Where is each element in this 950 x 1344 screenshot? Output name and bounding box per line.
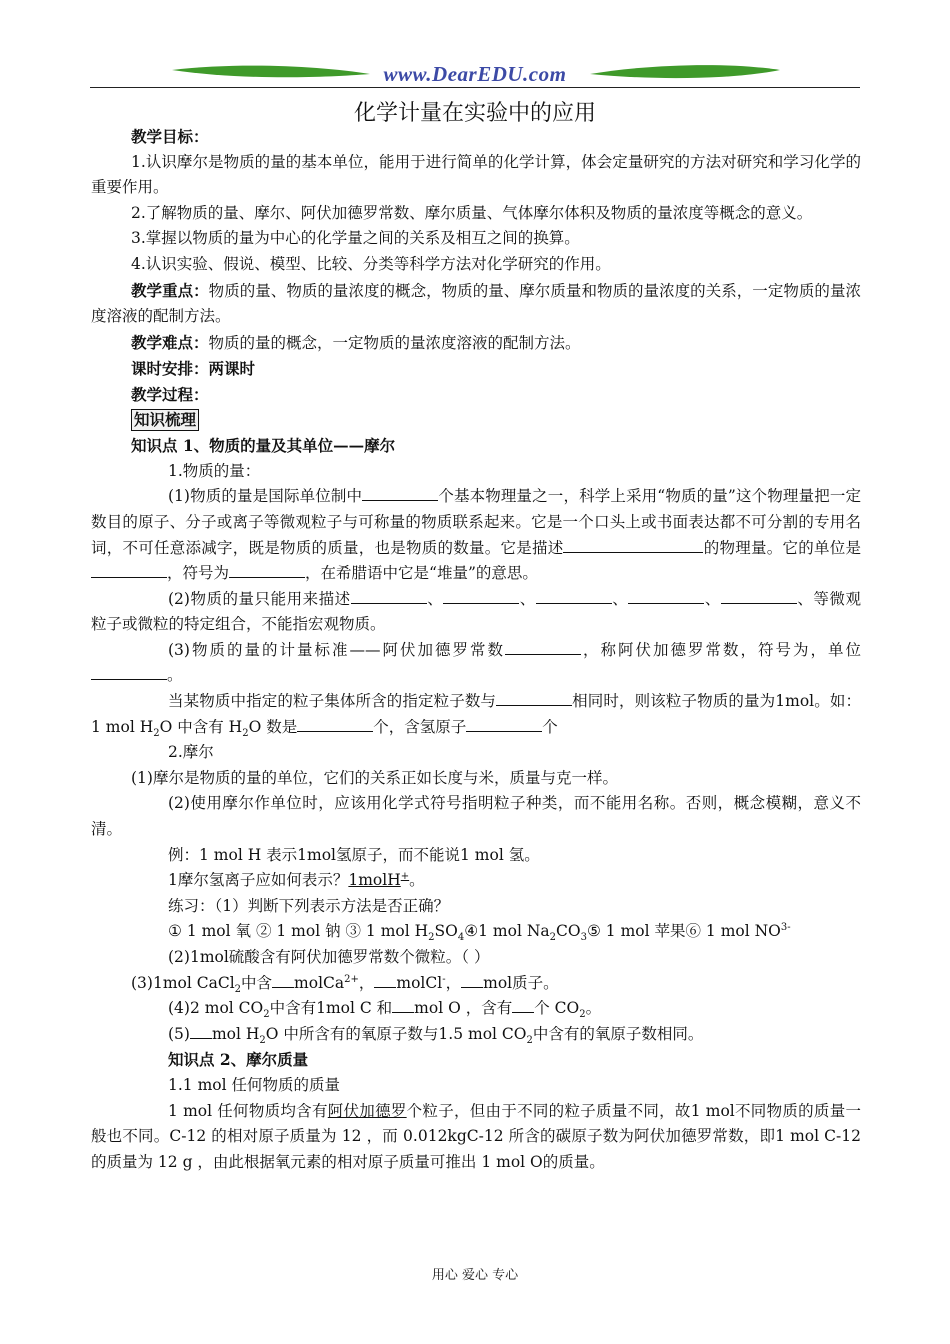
text-run: 4 (457, 932, 465, 944)
text-run: 的物理量。它的单位是 (703, 538, 861, 557)
text-run: - (442, 973, 446, 985)
text-run: 2 (549, 932, 557, 944)
schedule: 课时安排：两课时 (131, 359, 256, 379)
text-run: 1 mol 任何物质均含有 (168, 1101, 328, 1120)
text-run: ， (445, 973, 462, 992)
fill-blank (91, 563, 167, 578)
section-box-line (91, 408, 861, 434)
text-run: 个粒子，但由于不同的粒子质量不同，故1 mol不同物质的质量一般也不同。C-12 的相对原子质量为 12 ，而 0.012kgC-12 所含的碳原子数为阿伏加德罗常数，即1 mol C-12 的质量为 12 g ，由此根据氧元素的相对原子质量可推出 1 mol O的质量。 (91, 1101, 861, 1171)
text-run: (5) (168, 1024, 190, 1043)
text-run: 、 (704, 589, 721, 608)
kp1-example1: 例：1 mol H 表示1mol氢原子，而不能说1 mol 氢。 (168, 845, 540, 864)
kp2-title: 知识点 2、摩尔质量 (168, 1050, 309, 1070)
text-run: + (400, 871, 410, 883)
text-run: mol质子。 (483, 973, 559, 992)
kp1-example2 (91, 868, 861, 894)
text-run: molCa (294, 973, 345, 992)
fill-blank (91, 665, 167, 680)
goal-item: 1.认识摩尔是物质的量的基本单位，能用于进行简单的化学计算，体会定量研究的方法对研究和学习化学的重要作用。 (91, 152, 861, 197)
practice-5 (91, 1022, 861, 1048)
text-run: SO (434, 922, 458, 941)
text-run: 物质的量的概念，一定物质的量浓度溶液的配制方法。 (208, 333, 581, 352)
section-box: 知识梳理 (131, 409, 199, 431)
fill-blank (563, 538, 703, 553)
fill-blank (351, 589, 427, 604)
text-run: 2 (428, 932, 435, 944)
text-run: mol O ，含有 (414, 999, 513, 1018)
document-title: 化学计量在实验中的应用 (353, 101, 596, 126)
text-run: mol H (211, 1024, 260, 1043)
goals-heading: 教学目标： (131, 127, 209, 146)
kp1-para4 (91, 689, 861, 740)
key-points (91, 278, 861, 330)
site-logo-text: www.DearEDU.com (383, 62, 567, 86)
fill-blank (466, 717, 542, 732)
practice-2: (2)1mol硫酸含有阿伏加德罗常数个微粒。（ ） (168, 948, 490, 966)
kp2-para1 (91, 1099, 861, 1176)
fill-blank (628, 589, 704, 604)
text-run: 2 (263, 1009, 270, 1021)
text-run: 、 (796, 589, 814, 608)
practice-1 (91, 919, 861, 945)
text-run: 。 (167, 666, 183, 685)
text-run: (1)物质的量是国际单位制中 (168, 487, 363, 506)
fill-blank (496, 691, 572, 706)
text-run: 个 CO (534, 999, 580, 1018)
text-run: ，在希腊语中它是“堆量”的意思。 (305, 564, 538, 583)
text-run: 3 (580, 932, 587, 944)
text-run: 3- (780, 922, 791, 934)
text-run: 中含有的氧原子数相同。 (532, 1024, 704, 1043)
text-run: 1molH (348, 871, 401, 890)
text-run: O 数是 (248, 717, 298, 736)
goal-item: 3.掌握以物质的量为中心的化学量之间的关系及相互之间的换算。 (131, 229, 580, 248)
fill-blank (297, 717, 373, 732)
text-run: 。 (585, 999, 602, 1018)
practice-heading: 练习：（1）判断下列表示方法是否正确？ (168, 896, 450, 915)
text-run: ① 1 mol 氧 ② 1 mol 钠 ③ 1 mol H (168, 922, 429, 941)
text-run: CO (556, 922, 581, 941)
text-run: ， (358, 973, 375, 992)
kp1-para1 (91, 484, 861, 586)
text-run: 个 (542, 717, 558, 736)
document-body (91, 124, 861, 1175)
text-run: 当某物质中指定的粒子集体所含的指定粒子数与 (168, 692, 497, 711)
text-run: 。 (409, 871, 425, 890)
text-run: O 中含有 H (159, 717, 243, 736)
text-run: 教学难点： (131, 332, 209, 352)
kp1-para2 (91, 587, 861, 638)
text-run: 2+ (344, 973, 359, 985)
text-run: (4)2 mol CO (168, 999, 264, 1018)
fill-blank (443, 589, 519, 604)
text-run: 物质的量、物质的量浓度的概念，物质的量、摩尔质量和物质的量浓度的关系，一定物质的量浓度溶液的配制方法。 (91, 281, 861, 326)
text-run: ④1 mol Na (464, 922, 550, 941)
fill-blank (229, 563, 305, 578)
text-run: 2 (259, 1034, 266, 1046)
text-run: 中含有1mol C 和 (269, 999, 393, 1018)
fill-blank (374, 973, 396, 988)
kp1-para3 (91, 638, 861, 689)
text-run: 教学重点： (131, 280, 209, 300)
text-run: 、 (519, 589, 536, 608)
text-run: 相同时，则该粒子物质的量为1mol。如：1 mol H (91, 692, 861, 736)
text-run: 2 (242, 727, 249, 739)
practice-4 (91, 996, 861, 1022)
text-run: 阿伏加德罗 (327, 1101, 407, 1120)
fill-blank (536, 589, 612, 604)
text-run: ，符号为 (167, 564, 230, 583)
header-rule (90, 87, 860, 88)
text-run: 、 (611, 589, 629, 608)
text-run: 2 (153, 727, 160, 739)
fill-blank (190, 1024, 212, 1039)
text-run: ，称阿伏加德罗常数，符号为，单位 (580, 640, 861, 659)
text-run: 中含 (241, 973, 273, 992)
goal-item: 4.认识实验、假说、模型、比较、分类等科学方法对化学研究的作用。 (131, 254, 611, 273)
text-run: ⑤ 1 mol 苹果⑥ 1 mol NO (586, 922, 781, 941)
text-run: 个基本物理量之一，科学上采用“物质的量”这个物理量把一定数目的原子、分子或离子等微观粒子与可称量的物质联系起来。它是一个口头上或书面表达都不可分割的专用名词，不可任意添减字，既是物质的质量，也是物质的数量。它是描述 (91, 487, 861, 557)
text-run: 2 (234, 983, 242, 995)
difficulties (91, 330, 861, 357)
fill-blank (272, 973, 294, 988)
fill-blank (362, 486, 438, 501)
text-run: (3)1mol CaCl (131, 973, 235, 992)
text-run: 个，含氢原子 (373, 717, 467, 736)
kp1-sub1: 1.物质的量： (168, 461, 261, 480)
fill-blank (512, 998, 534, 1013)
fill-blank (721, 589, 797, 604)
text-run: 、 (426, 589, 444, 608)
kp1-sub2: 2.摩尔 (168, 743, 214, 762)
fill-blank (461, 973, 483, 988)
kp1-m1: (1)摩尔是物质的量的单位，它们的关系正如长度与米，质量与克一样。 (131, 768, 618, 787)
process-heading: 教学过程： (131, 384, 209, 404)
text-run: molCl (396, 973, 443, 992)
kp1-m2: (2)使用摩尔作单位时，应该用化学式符号指明粒子种类，而不能用名称。否则，概念模糊，意义不清。 (91, 794, 861, 839)
kp1-title: 知识点 1、物质的量及其单位——摩尔 (131, 436, 396, 456)
fill-blank (392, 998, 414, 1013)
text-run: 2 (579, 1009, 586, 1021)
text-run: 等微观粒子或微粒的特定组合，不能指宏观物质。 (91, 589, 861, 634)
practice-3 (91, 971, 861, 997)
page-footer: 用心 爱心 专心 (431, 1268, 519, 1283)
text-run: 2 (526, 1034, 533, 1046)
kp2-sub1: 1.1 mol 任何物质的质量 (168, 1075, 340, 1094)
text-run: O 中所含有的氧原子数与1.5 mol CO (265, 1024, 527, 1043)
text-run: (3)物质的量的计量标准——阿伏加德罗常数 (168, 640, 505, 659)
goal-item: 2.了解物质的量、摩尔、阿伏加德罗常数、摩尔质量、气体摩尔体积及物质的量浓度等概念的意义。 (131, 203, 813, 222)
fill-blank (505, 640, 581, 655)
text-run: 1摩尔氢离子应如何表示？ (168, 871, 349, 890)
text-run: (2)物质的量只能用来描述 (168, 589, 351, 608)
